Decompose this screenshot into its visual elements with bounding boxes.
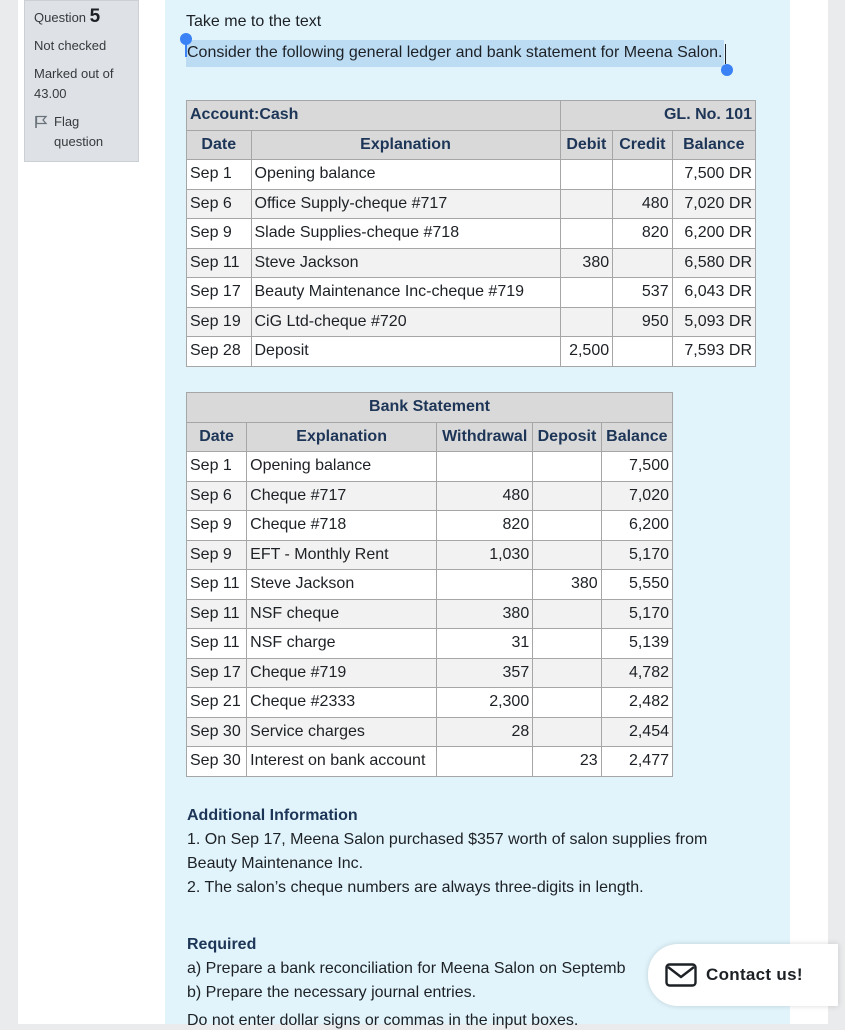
- table-row: Sep 9 Slade Supplies-cheque #718 820 6,200 DR: [187, 219, 756, 249]
- bank-col-date: Date: [187, 422, 247, 452]
- text-caret: [725, 44, 726, 64]
- question-state: Not checked: [34, 38, 107, 53]
- table-row: Sep 1 Opening balance 7,500 DR: [187, 160, 756, 190]
- ledger-col-balance: Balance: [672, 130, 755, 160]
- ledger-gl-number: GL. No. 101: [560, 101, 755, 131]
- table-row: Sep 9 EFT - Monthly Rent 1,030 5,170: [187, 540, 673, 570]
- bank-col-explanation: Explanation: [247, 422, 437, 452]
- required-section: Required a) Prepare a bank reconciliation for Meena Salon on Septemb b) Prepare the necessary journal entries.: [187, 933, 687, 1005]
- intro-selection: [186, 40, 724, 68]
- flag-question-button[interactable]: Flag question: [34, 112, 138, 152]
- bank-col-balance: Balance: [601, 422, 672, 452]
- skip-to-text-link[interactable]: Take me to the text: [186, 13, 322, 30]
- table-row: Sep 11 Steve Jackson 380 5,550: [187, 570, 673, 600]
- bank-col-deposit: Deposit: [533, 422, 601, 452]
- table-row: Sep 11 Steve Jackson 380 6,580 DR: [187, 248, 756, 278]
- table-row: Sep 6 Cheque #717 480 7,020: [187, 481, 673, 511]
- table-row: Sep 19 CiG Ltd-cheque #720 950 5,093 DR: [187, 307, 756, 337]
- question-info: [24, 0, 139, 162]
- table-row: Sep 21 Cheque #2333 2,300 2,482: [187, 688, 673, 718]
- ledger-col-debit: Debit: [560, 130, 613, 160]
- additional-information: Additional Information 1. On Sep 17, Meena Salon purchased $357 worth of salon supplies from Beauty Maintenance Inc. 2. The salon’s cheque numbers are always three-digits in length.: [187, 804, 767, 900]
- mail-icon: [665, 963, 697, 987]
- question-content: [165, 0, 790, 1029]
- table-row: Sep 1 Opening balance 7,500: [187, 452, 673, 482]
- ledger-account-header: Account:Cash: [187, 101, 561, 131]
- ledger-col-credit: Credit: [613, 130, 672, 160]
- ledger-col-explanation: Explanation: [251, 130, 560, 160]
- flag-icon: [34, 115, 48, 129]
- bank-col-withdrawal: Withdrawal: [437, 422, 533, 452]
- table-row: Sep 6 Office Supply-cheque #717 480 7,020 DR: [187, 189, 756, 219]
- intro-text: Consider the following general ledger and bank statement for Meena Salon.: [186, 40, 724, 67]
- table-row: Sep 30 Interest on bank account 23 2,477: [187, 747, 673, 777]
- table-row: Sep 11 NSF charge 31 5,139: [187, 629, 673, 659]
- general-ledger-table: [186, 100, 756, 367]
- table-row: Sep 9 Cheque #718 820 6,200: [187, 511, 673, 541]
- table-row: Sep 28 Deposit 2,500 7,593 DR: [187, 337, 756, 367]
- table-row: Sep 17 Beauty Maintenance Inc-cheque #719 537 6,043 DR: [187, 278, 756, 308]
- table-row: Sep 30 Service charges 28 2,454: [187, 717, 673, 747]
- input-instruction-text: Do not enter dollar signs or commas in the input boxes.: [187, 1012, 579, 1029]
- ledger-col-date: Date: [187, 130, 252, 160]
- additional-heading: Additional Information: [187, 807, 358, 824]
- question-number: Question 5: [34, 6, 101, 27]
- selection-end-handle[interactable]: [721, 64, 733, 76]
- bank-statement-table: [186, 392, 673, 777]
- required-heading: Required: [187, 936, 257, 953]
- table-row: Sep 11 NSF cheque 380 5,170: [187, 599, 673, 629]
- selection-start-handle[interactable]: [180, 33, 192, 45]
- question-grade: Marked out of 43.00: [34, 66, 114, 101]
- table-row: Sep 17 Cheque #719 357 4,782: [187, 658, 673, 688]
- bank-statement-title: Bank Statement: [187, 393, 673, 423]
- contact-us-label: Contact us!: [706, 965, 803, 984]
- contact-us-button[interactable]: [648, 944, 838, 1006]
